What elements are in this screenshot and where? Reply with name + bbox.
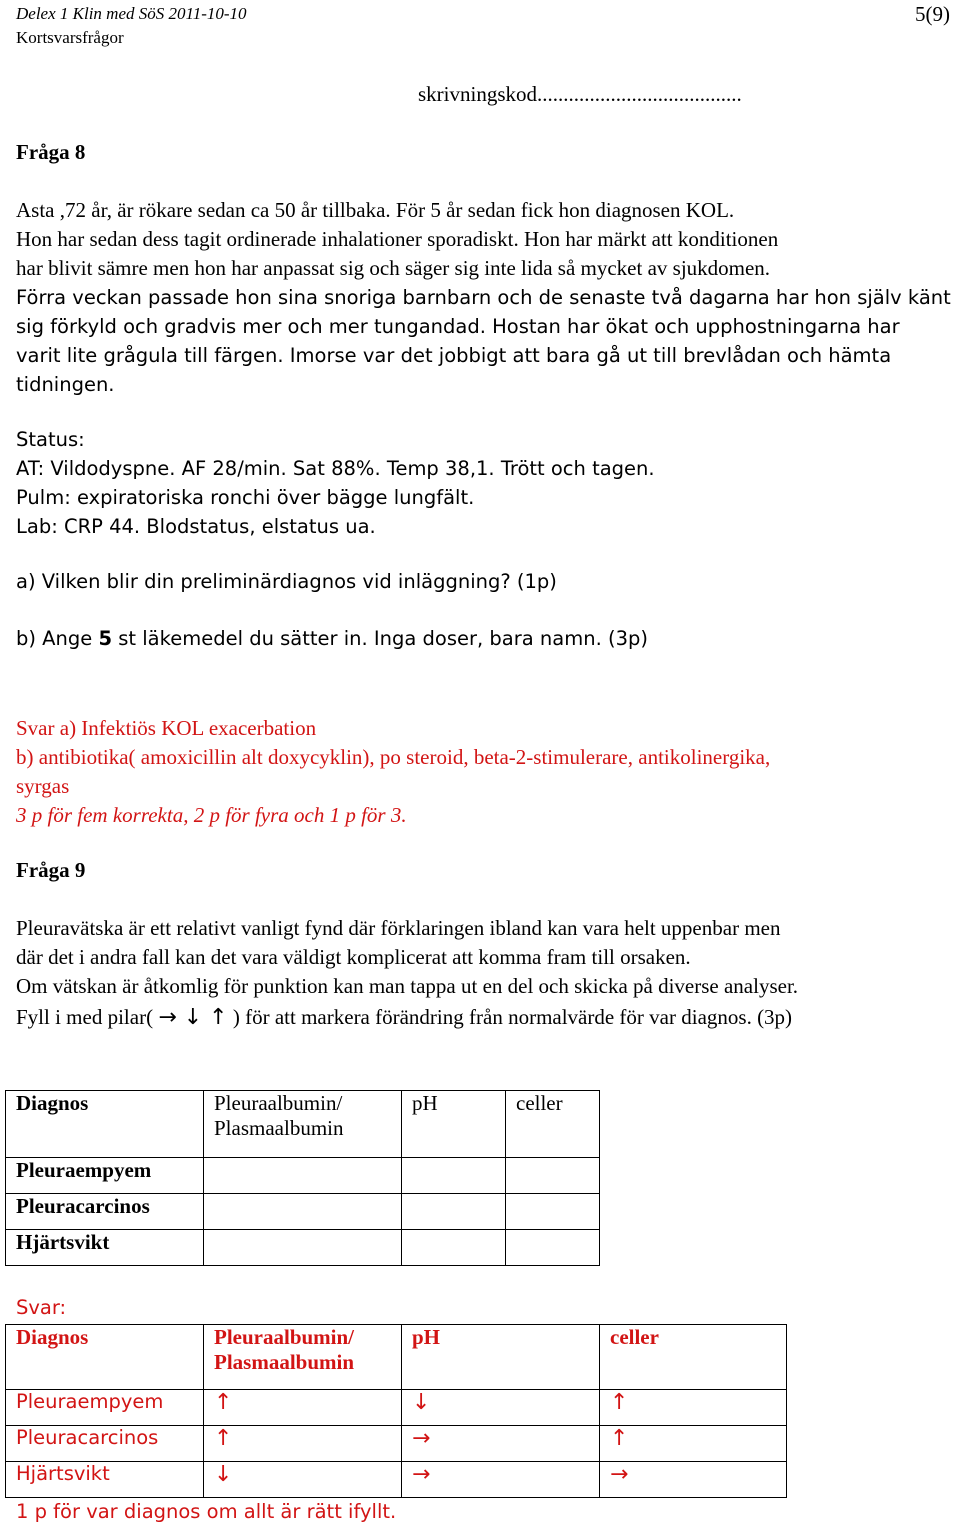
text-line: har blivit sämre men hon har anpassat sig och säger sig inte lida så mycket av sjukdomen. <box>16 256 771 280</box>
answer-8b-line: syrgas <box>16 774 70 798</box>
answer-8b-line: b) antibiotika( amoxicillin alt doxycyklin), po steroid, beta-2-stimulerare, antikolinergika, <box>16 745 771 769</box>
answer-cell[interactable] <box>506 1194 600 1230</box>
answer-9-table <box>5 1324 787 1498</box>
arrow-up-icon: ↑ <box>600 1426 787 1462</box>
answer-cell[interactable] <box>506 1230 600 1266</box>
answer-cell[interactable] <box>402 1158 506 1194</box>
question-8b-count: 5 <box>98 627 113 650</box>
header-albumin-line1: Pleuraalbumin/ <box>214 1091 343 1115</box>
question-8b-text: b) Ange <box>16 627 99 650</box>
page-number: 5(9) <box>915 2 950 26</box>
question-9-intro <box>16 914 798 1001</box>
question-8-history <box>16 283 951 399</box>
row-diagnos: Hjärtsvikt <box>6 1230 204 1266</box>
arrow-up-icon: ↑ <box>204 1390 402 1426</box>
arrow-right-icon: → <box>600 1462 787 1498</box>
header-albumin-line2: Plasmaalbumin <box>214 1116 344 1140</box>
text-line: tidningen. <box>16 373 115 396</box>
header-albumin <box>204 1325 402 1390</box>
text-line: Förra veckan passade hon sina snoriga barnbarn och de senaste två dagarna har hon själv känt <box>16 286 951 309</box>
document-title: Delex 1 Klin med SöS 2011-10-10 <box>16 4 247 23</box>
row-diagnos: Pleuracarcinos <box>6 1426 204 1462</box>
arrow-up-icon: ↑ <box>204 1426 402 1462</box>
answer-cell[interactable] <box>204 1158 402 1194</box>
text-line: Asta ,72 år, är rökare sedan ca 50 år tillbaka. För 5 år sedan fick hon diagnosen KOL. <box>16 198 735 222</box>
question-8b <box>16 627 648 650</box>
arrow-symbols-icon: → ↓ ↑ <box>158 1005 228 1030</box>
answer-8 <box>16 714 770 830</box>
arrow-down-icon: ↓ <box>402 1390 600 1426</box>
answer-cell[interactable] <box>204 1230 402 1266</box>
text-line: Om vätskan är åtkomlig för punktion kan man tappa ut en del och skicka på diverse analyser. <box>16 974 799 998</box>
header-ph: pH <box>402 1325 600 1390</box>
text-line: Pleuravätska är ett relativt vanligt fynd där förklaringen ibland kan vara helt uppenbar men <box>16 916 781 940</box>
status-line: AT: Vildodyspne. AF 28/min. Sat 88%. Temp 38,1. Trött och tagen. <box>16 457 655 480</box>
status-line: Lab: CRP 44. Blodstatus, elstatus ua. <box>16 515 376 538</box>
answer-9-label: Svar: <box>16 1296 67 1319</box>
row-diagnos: Pleuraempyem <box>6 1390 204 1426</box>
arrow-up-icon: ↑ <box>600 1390 787 1426</box>
header-ph: pH <box>402 1091 506 1158</box>
text-line: varit lite grågula till färgen. Imorse var det jobbigt att bara gå ut till brevlådan och hämta <box>16 344 892 367</box>
answer-9-note: 1 p för var diagnos om allt är rätt ifyllt. <box>16 1500 397 1523</box>
text-line: Hon har sedan dess tagit ordinerade inhalationer sporadiskt. Hon har märkt att konditionen <box>16 227 779 251</box>
answer-cell[interactable] <box>402 1194 506 1230</box>
question-8-intro <box>16 196 778 283</box>
text-line: där det i andra fall kan det vara väldigt komplicerat att komma fram till orsaken. <box>16 945 691 969</box>
header-albumin <box>204 1091 402 1158</box>
header-albumin-line2: Plasmaalbumin <box>214 1350 355 1374</box>
answer-8a: Svar a) Infektiös KOL exacerbation <box>16 716 317 740</box>
question-9-heading: Fråga 9 <box>16 858 86 882</box>
arrow-down-icon: ↓ <box>204 1462 402 1498</box>
answer-cell[interactable] <box>402 1230 506 1266</box>
row-diagnos: Pleuraempyem <box>6 1158 204 1194</box>
answer-8-points: 3 p för fem korrekta, 2 p för fyra och 1 p för 3. <box>16 803 407 827</box>
answer-cell[interactable] <box>204 1194 402 1230</box>
question-8-status <box>16 425 655 541</box>
status-line: Pulm: expiratoriska ronchi över bägge lungfält. <box>16 486 475 509</box>
header-diagnos: Diagnos <box>6 1091 204 1158</box>
instruction-text: Fyll i med pilar( <box>16 1005 154 1029</box>
arrow-right-icon: → <box>402 1462 600 1498</box>
row-diagnos: Hjärtsvikt <box>6 1462 204 1498</box>
exam-code-field[interactable]: skrivningskod....................................... <box>418 82 742 106</box>
document-subtitle: Kortsvarsfrågor <box>16 28 124 47</box>
arrow-right-icon: → <box>402 1426 600 1462</box>
question-8b-text-end: st läkemedel du sätter in. Inga doser, bara namn. (3p) <box>112 627 648 650</box>
header-albumin-line1: Pleuraalbumin/ <box>214 1325 355 1349</box>
header-diagnos: Diagnos <box>6 1325 204 1390</box>
question-8-heading: Fråga 8 <box>16 140 86 164</box>
text-line: sig förkyld och gradvis mer och mer tungandad. Hostan har ökat och upphostningarna har <box>16 315 900 338</box>
header-celler: celler <box>600 1325 787 1390</box>
instruction-text-end: ) för att markera förändring från normalvärde för var diagnos. (3p) <box>232 1005 793 1029</box>
header-celler: celler <box>506 1091 600 1158</box>
status-label: Status: <box>16 428 85 451</box>
answer-cell[interactable] <box>506 1158 600 1194</box>
question-8a: a) Vilken blir din preliminärdiagnos vid inläggning? (1p) <box>16 570 557 593</box>
question-9-instruction <box>16 1005 792 1030</box>
row-diagnos: Pleuracarcinos <box>6 1194 204 1230</box>
question-9-table <box>5 1090 600 1266</box>
